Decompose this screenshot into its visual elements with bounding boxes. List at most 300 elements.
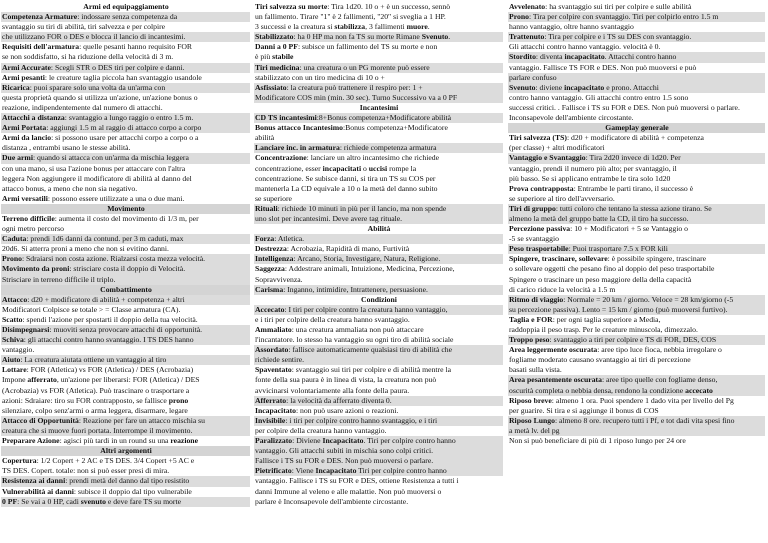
rule-line — [1, 426, 250, 436]
rule-line — [1, 63, 250, 73]
rule-line — [1, 143, 250, 153]
rule-text: è più — [255, 52, 273, 62]
rule-text: , un'azione per liberarsi: FOR (Atletica) / DES — [56, 375, 200, 385]
rule-text: . Tiri per colpire contro hanno — [363, 436, 456, 446]
rule-line — [508, 22, 765, 32]
rule-line — [254, 63, 503, 73]
rule-text: parlare confuso — [509, 72, 557, 82]
rule-line — [508, 204, 765, 214]
rule-text: Spingere o trascinare un peso maggiore della della capacità — [509, 274, 692, 284]
rule-text: : Acrobazia, Rapidità di mano, Furtività — [286, 244, 410, 254]
rule-term: Troppo peso — [509, 335, 550, 345]
rule-text: : diviene — [535, 82, 565, 92]
rule-text: se superiore al tiro dell'avversario. — [509, 193, 615, 203]
rule-text: fonte della sua paura è in linea di vista, la creatura non può — [255, 375, 437, 385]
rule-line — [508, 335, 765, 345]
rule-line — [254, 487, 503, 497]
rule-line — [508, 305, 765, 315]
rule-line — [1, 355, 250, 365]
rule-term: Accecato — [255, 304, 285, 314]
rule-line — [1, 466, 250, 476]
rule-term: Percezione passiva — [509, 224, 571, 234]
rule-line — [254, 406, 503, 416]
rule-line — [508, 164, 765, 174]
rule-text: : le creature taglia piccola han svantaggio usandole — [44, 72, 202, 82]
rule-text: . Attacchi contro hanno — [604, 52, 677, 62]
rule-text: concentrazione, esser — [255, 163, 323, 173]
rule-text: richiede sentire. — [255, 355, 305, 365]
rule-text: Impone — [2, 375, 28, 385]
rule-text: : 1/2 Copert + 2 AC e TS DES. 3/4 Copert +5 AC e — [36, 456, 195, 466]
rule-line — [508, 113, 765, 123]
rule-line — [1, 234, 250, 244]
rule-line — [254, 345, 503, 355]
rule-text: questa proprietà quando si utilizza un'azione, un'azione bonus o — [2, 92, 198, 102]
rule-text: : Tira per colpire e i TS su DES con svantaggio. — [544, 32, 692, 42]
rule-text: :8+Bonus competenza+Modificatore abilità — [316, 113, 451, 123]
rule-line — [1, 184, 250, 194]
rule-term: Taglia e FOR — [509, 314, 553, 324]
rule-line — [1, 12, 250, 22]
rule-text: e prono. Attacchi — [604, 82, 659, 92]
rule-line — [254, 446, 503, 456]
rule-text: : una creatura ammaliata non può attaccare — [291, 325, 424, 334]
rule-term: 0 PF — [2, 496, 18, 506]
rule-text: fogliame moderato causano svantaggio ai tiri di percezione — [509, 355, 691, 365]
rule-line — [1, 305, 250, 315]
rule-line — [254, 426, 503, 436]
rule-text: : tutti coloro che tentano la stessa azione tirano. Se — [555, 203, 712, 213]
rule-text: l'incantatore. lo stesso ha vantaggio su ogni tiro di abilità sociale — [255, 335, 454, 345]
rule-text: leggera Non aggiungere il modificatore di abilità al danno del — [2, 173, 192, 183]
rule-text: contro hanno vantaggio. Gli attacchi contro entro 1.5 sono — [509, 92, 689, 102]
rule-term: Pietrificato — [255, 466, 292, 476]
rule-text: vantaggio. — [2, 345, 35, 355]
rule-line — [508, 174, 765, 184]
rule-text: : svantaggio a tiri per colpire e TS di FOR, DES, COS — [549, 335, 717, 345]
rule-text: : la velocità da afferrato diventa 0. — [286, 395, 392, 405]
rule-term: Movimento da proni — [2, 264, 70, 274]
rule-term: Stabilizzato — [255, 32, 294, 42]
rule-line — [1, 386, 250, 396]
rule-term: Incapacitato — [322, 436, 364, 446]
rule-term: Stordito — [509, 52, 536, 62]
rule-text: : Diviene — [292, 436, 323, 446]
rule-text: stabilizzato con un tiro medicina di 10 o + — [255, 72, 385, 82]
rule-line — [508, 275, 765, 285]
rule-line — [1, 103, 250, 113]
rule-text: con una mano, si usa l'azione bonus per attaccare con l'altra — [2, 163, 186, 173]
rule-term: Schiva — [2, 335, 24, 345]
rule-term: Area leggermente oscurata — [509, 345, 598, 355]
rule-text: : FOR (Atletica) vs FOR (Atletica) / DES (Acrobazia) — [26, 365, 194, 375]
rule-text: creatura che si muove fuori portata. Interrompe il movimento. — [2, 425, 193, 435]
rule-text: vantaggio. Gli attacchi subiti in mischia sono colpi critici. — [255, 446, 434, 456]
rule-text: uno slot per incantesimi. Deve avere tag rituale. — [255, 213, 403, 223]
rule-term: reazione — [170, 436, 198, 446]
rule-line — [508, 133, 765, 143]
rule-text: : almeno 1 ora. Puoi spendere 1 dado vita per livello del Pg — [551, 395, 734, 405]
rule-text: -5 se svantaggio — [509, 234, 559, 244]
rule-text: silenziare, colpo senz'armi o arma leggera, disarmare, legare — [2, 405, 188, 415]
rule-line — [508, 396, 765, 406]
rule-line — [254, 234, 503, 244]
rule-text: o sollevare oggetti che pesano fino al doppio del peso trasportabile — [509, 264, 715, 274]
rule-line — [254, 396, 503, 406]
rule-text: : muoviti senza provocare attacchi di opportunità. — [49, 325, 203, 334]
rule-term: Armi pesanti — [2, 72, 45, 82]
rule-text: : Tira 2d20 invece di 1d20. Per — [585, 153, 681, 163]
rule-text: abilità — [255, 133, 275, 143]
rule-line — [508, 365, 765, 375]
rule-term: Spaventato — [255, 365, 292, 375]
rule-text: a metà lv. del pg — [509, 425, 560, 435]
rule-text: : Entrambe le parti tirano, il successo è — [573, 183, 694, 193]
rule-text: : spendi l'azione per spostarti il doppio della tua velocità. — [22, 314, 198, 324]
rule-text: rompe la — [387, 163, 417, 173]
rule-text: Strisciare in terreno difficile il triplo. — [2, 274, 116, 284]
rule-text: concentrazione. Se subisce danni, si tira un TS su COS per — [255, 173, 436, 183]
rule-line — [254, 143, 503, 153]
rule-term: Scatto — [2, 314, 23, 324]
rule-text: reazione, indipendentemente dal numero di attacchi. — [2, 102, 163, 112]
rule-line — [254, 416, 503, 426]
rule-text: : subisce il doppio dal tipo vulnerabile — [73, 486, 192, 496]
rule-text: : Reazione per fare un attacco mischia su — [78, 415, 206, 425]
rule-term: Prova contrapposta — [509, 183, 574, 193]
rule-text: : subisce un fallimento del TS su morte e non — [297, 42, 438, 52]
rule-term: Ammaliato — [255, 325, 292, 334]
rule-text: hanno vantaggio, oltre hanno svantaggio — [509, 22, 634, 32]
rule-line — [1, 264, 250, 274]
section-heading: Gameplay generale — [508, 123, 765, 133]
rule-text: : gli attacchi contro hanno svantaggio. I TS DES hanno — [23, 335, 194, 345]
rule-text: (Acrobazia) vs FOR (Atletica). Può trascinare o trasportare a — [2, 385, 190, 395]
rule-term: Prono — [509, 12, 529, 22]
rule-line — [254, 456, 503, 466]
rule-text: che utilizzano FOR o DES e blocca il lancio di incantesimi. — [2, 32, 186, 42]
rule-term: Afferrato — [255, 395, 287, 405]
rule-line — [508, 345, 765, 355]
rule-text: Modificatori Colpisce se totale > = Classe armatura (CA). — [2, 304, 181, 314]
rule-term: Riposo breve — [509, 395, 552, 405]
rule-line — [254, 275, 503, 285]
rule-text: : è possibile spingere, trascinare — [607, 254, 707, 264]
rule-text: vantaggio, prendi il numero più alto; per svantaggio, il — [509, 163, 677, 173]
rule-term: Trattenuto — [509, 32, 545, 42]
rule-term: Concentrazione — [255, 153, 307, 163]
rule-text: : La creatura aiutata ottiene un vantaggio al tiro — [20, 355, 167, 365]
column-3 — [508, 2, 765, 446]
rule-line — [254, 285, 503, 295]
rule-line — [508, 416, 765, 426]
rule-line — [254, 355, 503, 365]
rule-line — [508, 264, 765, 274]
rule-line — [254, 164, 503, 174]
rule-line — [1, 22, 250, 32]
rule-line — [254, 153, 503, 163]
rule-term: Tiri di gruppo — [509, 203, 556, 213]
rule-term: Area pesantemente oscurata — [509, 375, 602, 385]
rule-line — [508, 83, 765, 93]
rule-text: : Scegli STR o DES tiri per colpire e danni. — [50, 62, 185, 72]
rule-line — [254, 42, 503, 52]
rule-term: Ricarica — [2, 82, 30, 92]
rule-text: Non si può beneficiare di più di 1 riposo lungo per 24 ore — [509, 436, 686, 446]
rule-text: e i tiri per colpire della creatura hanno svantaggio. — [255, 314, 410, 324]
rule-line — [508, 2, 765, 12]
rule-term: Armi Portata — [2, 123, 47, 133]
rule-text: vantaggio. Fallisce TS FOR e DES. Non può muoversi e può — [509, 62, 697, 72]
rule-line — [1, 487, 250, 497]
rule-term: Due armi — [2, 153, 33, 163]
rule-line — [254, 174, 503, 184]
rule-line — [508, 375, 765, 385]
rule-line — [254, 466, 503, 476]
rule-text: : per ogni taglia superiore a Media, — [552, 314, 661, 324]
rule-text: svantaggio su tiri di abilità, tiri salvezza e per colpire — [2, 22, 166, 32]
rule-term: Tiri medicina — [255, 62, 300, 72]
rule-term: Riposo Lungo — [509, 415, 555, 425]
rule-text: successi critici. . Fallisce i TS su FOR e DES. Non può muoversi o parlare. — [509, 102, 740, 112]
rule-line — [254, 12, 503, 22]
rule-term: Saggezza — [255, 264, 285, 274]
rule-text: : Inganno, intimidire, Intrattenere, persuasione. — [283, 284, 428, 294]
rule-text: se non soddisfatto, si ha riduzione della velocità di 3 m. — [2, 52, 174, 62]
rule-line — [508, 214, 765, 224]
rule-term: svenuto — [80, 496, 106, 506]
rule-line — [254, 436, 503, 446]
rule-text: attacco bonus, a meno che non sia negativo. — [2, 183, 138, 193]
rule-text: : Atletica. — [274, 234, 305, 244]
rule-line — [1, 244, 250, 254]
rule-line — [1, 416, 250, 426]
rule-term: incapacitato — [564, 52, 605, 62]
rule-term: Tiri salvezza (TS) — [509, 133, 567, 143]
rule-line — [1, 214, 250, 224]
rule-line — [1, 375, 250, 385]
rule-text: : Puoi trasportare 7.5 x FOR kili — [568, 244, 668, 254]
rule-line — [508, 295, 765, 305]
rule-term: Spingere, trascinare, sollevare — [509, 254, 608, 264]
rule-text: e deve fare TS su morte — [106, 496, 181, 506]
rule-line — [1, 153, 250, 163]
rule-term: Rituali — [255, 203, 278, 213]
rule-term: incapacitato — [564, 82, 605, 92]
rule-line — [508, 73, 765, 83]
rule-term: uccisi — [368, 163, 388, 173]
rule-line — [508, 315, 765, 325]
rule-term: Vantaggio e Svantaggio — [509, 153, 586, 163]
rule-text: : puoi sparare solo una volta da un'arma con — [29, 82, 166, 92]
rule-term: Armi versatili — [2, 193, 48, 203]
rule-text: : ha 0 HP ma non fa TS su morte Rimane — [293, 32, 422, 42]
rule-line — [1, 275, 250, 285]
rule-term: Invisibile — [255, 415, 286, 425]
rule-line — [508, 234, 765, 244]
rule-line — [1, 83, 250, 93]
rule-text: : i tiri per colpire contro hanno svantaggio, e i tiri — [285, 415, 438, 425]
rule-line — [254, 386, 503, 396]
rule-term: Attacchi a distanza — [2, 113, 65, 123]
rule-text: : una creatura o un PG morente può essere — [299, 62, 430, 72]
rule-text: Tiri per colpire contro hanno — [356, 466, 447, 476]
section-heading: Abilità — [367, 224, 391, 234]
rule-line — [1, 345, 250, 355]
rule-text: : diventa — [535, 52, 565, 62]
rule-line — [1, 93, 250, 103]
rule-term: Forza — [255, 234, 275, 244]
rule-term: Lanciare inc. in armatura — [255, 143, 340, 153]
rule-text: raddoppia il peso trasp. Per le creature minuscola, dimezzalo. — [509, 325, 698, 334]
rule-line — [508, 254, 765, 264]
rule-term: Competenza Armature — [2, 12, 78, 22]
rule-text: : si possono usare per attacchi corpo a corpo o a — [51, 133, 199, 143]
rule-text: su percezione passiva). Lento = 15 km / giorno (può muoversi furtivo). — [509, 304, 728, 314]
rule-term: Peso trasportabile — [509, 244, 569, 254]
rule-text: : Arcano, Storia, Investigare, Natura, Religione. — [293, 254, 441, 264]
rule-term: Armi Accurate — [2, 62, 51, 72]
rule-text: distanza , entrambi usano le stesse abilità. — [2, 143, 131, 153]
rule-text: : agisci più tardi in un round su una — [59, 436, 171, 446]
rule-text: : Tira per colpire con svantaggio. Tiri per colpirlo entro 1.5 m — [528, 12, 719, 22]
rule-line — [254, 204, 503, 214]
rule-text: avvicinarsi volontariamente alla fonte della paura. — [255, 385, 410, 395]
rule-text: : Tira 1d20. 10 o + è un successo, sennò — [327, 2, 451, 11]
rule-line — [508, 103, 765, 113]
rule-text: ogni metro percorso — [2, 224, 64, 234]
rule-text: : fallisce automaticamente qualsiasi tiro di abilità che — [288, 345, 453, 355]
rule-line — [508, 355, 765, 365]
rule-text: : I tiri per colpire contro la creatura hanno vantaggio, — [284, 304, 448, 314]
rule-line — [508, 436, 765, 446]
rule-term: afferrato — [27, 375, 57, 385]
rule-text: : Sdraiarsi non costa azione. Rialzarsi costa mezza velocità. — [21, 254, 206, 264]
rule-line — [1, 497, 250, 507]
rule-text: : ha svantaggio sui tiri per colpire e sulle abilità — [545, 2, 692, 11]
rule-term: Incapacitato — [255, 405, 296, 415]
rule-line — [1, 32, 250, 42]
rule-text: :Bonus competenza+Modificatore — [342, 123, 448, 133]
rule-term: Incapacitato — [315, 466, 357, 476]
rule-line — [254, 335, 503, 345]
rule-line — [254, 194, 503, 204]
rule-term: Attacco — [2, 294, 28, 304]
rule-term: Paralizzato — [255, 436, 293, 446]
rule-term: Resistenza ai danni — [2, 476, 66, 486]
section-heading: Incantesimi — [359, 102, 399, 112]
rule-term: Requisiti dell'armatura — [2, 42, 80, 52]
rule-line — [254, 476, 503, 486]
rule-text: oscurità completa o nebbia densa, rendono la condizione — [509, 385, 686, 395]
rule-line — [1, 315, 250, 325]
rule-text: almeno la metà del gruppo batte la CD, il tiro ha successo. — [509, 213, 689, 223]
rule-line — [254, 2, 503, 12]
rule-line — [508, 194, 765, 204]
rule-text: : almeno 8 ore. recupero tutti i Pf, e tot dadi vita spesi fino — [554, 415, 735, 425]
rule-line — [254, 73, 503, 83]
section-heading: Condizioni — [361, 294, 397, 304]
rule-text: : svantaggio a lungo raggio o entro 1.5 m. — [64, 113, 194, 123]
rule-line — [254, 83, 503, 93]
rule-line — [1, 406, 250, 416]
rule-term: Preparare Azione — [2, 436, 60, 446]
rule-line — [1, 295, 250, 305]
rule-text: . — [427, 22, 430, 32]
rule-term: stabilizza — [334, 22, 366, 32]
rule-text: : richiede competenza armatura — [339, 143, 437, 153]
rule-text: un fallimento. Tirare "1" è 2 fallimenti, "20" si sveglia a 1 HP. — [255, 12, 446, 22]
rule-line — [254, 244, 503, 254]
rule-line — [1, 335, 250, 345]
rule-text: : aree tipo luce fioca, nebbia irregolare o — [597, 345, 722, 355]
rule-line — [1, 42, 250, 52]
rule-term: Lottare — [2, 365, 27, 375]
rule-text: vantaggio. Fallisce i TS su FOR e DES, ottiene Resistenza a tutti i — [255, 476, 459, 486]
rule-text: per colpire della creatura hanno vantaggio. — [255, 425, 387, 435]
rule-text: : lanciare un altro incantesimo che richiede — [306, 153, 440, 163]
rule-line — [254, 93, 503, 103]
rule-term: Avvelenato — [509, 2, 546, 11]
rule-line — [254, 32, 503, 42]
rule-text: per guarire. Si tira e si aggiunge il bonus di COS — [509, 405, 659, 415]
rule-term: Armi da lancio — [2, 133, 52, 143]
rule-text: : aree tipo quelle con fogliame denso, — [601, 375, 718, 385]
rule-term: Ritmo di viaggio — [509, 294, 564, 304]
rule-line — [1, 476, 250, 486]
rule-term: prono — [168, 395, 189, 405]
rule-text: : d20 + modificatore di abilità + competenza — [566, 133, 704, 143]
rule-term: Intelligenza — [255, 254, 294, 264]
rule-line — [508, 244, 765, 254]
rule-line — [1, 133, 250, 143]
rule-text: : aumenta il costo del movimento di 1/3 m, per — [54, 213, 199, 223]
rule-term: Destrezza — [255, 244, 287, 254]
rule-term: Vulnerabilità ai danni — [2, 486, 74, 496]
rule-term: Asfissiato — [255, 82, 287, 92]
rule-line — [254, 264, 503, 274]
rule-text: : indossare senza competenza da — [77, 12, 178, 22]
rule-line — [254, 123, 503, 133]
rule-text: Sopravvivenza. — [255, 274, 303, 284]
rule-line — [254, 305, 503, 315]
rule-line — [1, 73, 250, 83]
rule-text: Gli attacchi contro hanno vantaggio. velocità è 0. — [509, 42, 661, 52]
rule-term: Prono — [2, 254, 22, 264]
rule-term: Bonus attacco Incantesimo — [255, 123, 343, 133]
rule-term: Copertura — [2, 456, 37, 466]
rule-term: incapacitati — [322, 163, 362, 173]
rule-term: Attacco di Opportunità — [2, 415, 79, 425]
rule-term: Disimpegnarsi — [2, 325, 50, 334]
rule-line — [254, 365, 503, 375]
rule-line — [1, 174, 250, 184]
rule-line — [508, 406, 765, 416]
rule-line — [508, 143, 765, 153]
rule-text: : possono essere utilizzate a una o due mani. — [47, 193, 185, 203]
rule-line — [1, 396, 250, 406]
rule-text: : svantaggio sui tiri per colpire e di abilità mentre la — [291, 365, 451, 375]
rule-line — [1, 254, 250, 264]
rule-text: : quando si attacca con un'arma da mischia leggera — [32, 153, 189, 163]
rule-line — [508, 184, 765, 194]
rule-text: parlare è Inconsapevole dell'ambiente circostante. — [255, 496, 409, 506]
rule-text: : prendi metà del danno dal tipo resistito — [65, 476, 190, 486]
rule-line — [508, 153, 765, 163]
rule-line — [254, 184, 503, 194]
section-heading: Altri argomenti — [1, 446, 250, 456]
rule-term: Terreno difficile — [2, 213, 55, 223]
